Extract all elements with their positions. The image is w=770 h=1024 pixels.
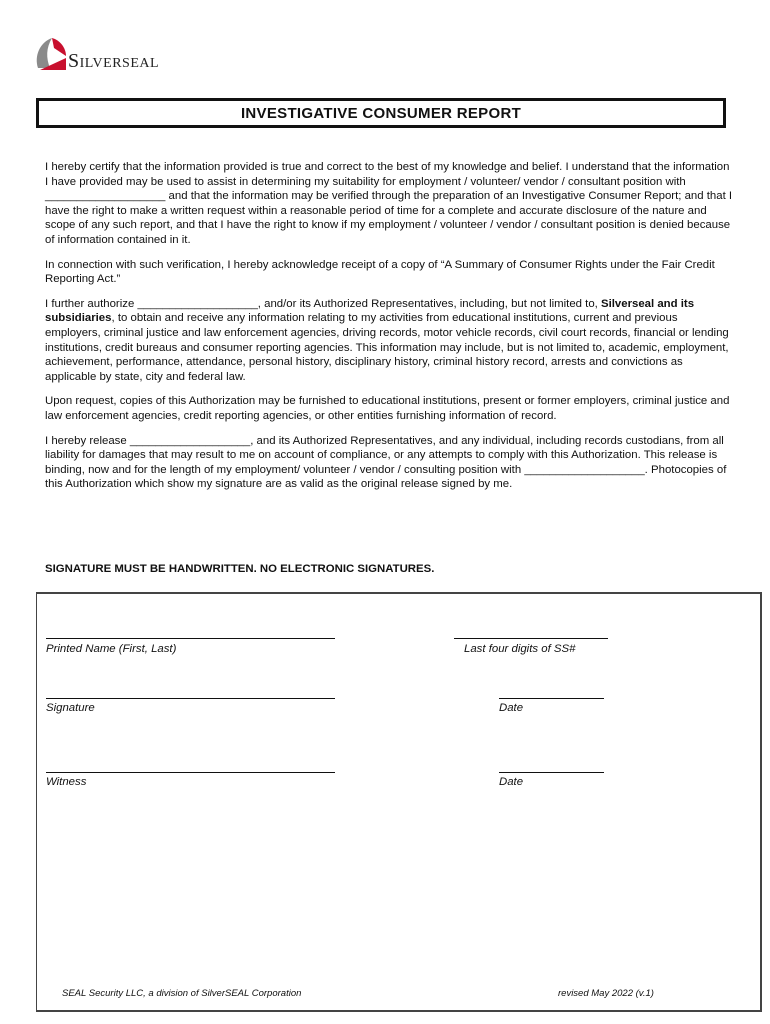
logo-wordmark: SILVERSEAL: [68, 50, 160, 72]
date-line-2[interactable]: [499, 772, 604, 773]
subsidiaries-bold: Silverseal and its subsidiaries: [45, 297, 695, 325]
date-line-1[interactable]: [499, 698, 604, 699]
authorization-paragraph: I further authorize ___________________, and/or its Authorized Representatives, including, but not limited to, Silverseal and its subsidiaries, to obtain and receive any information relating to my activities from educational institutions, current and previous employers, criminal justice and law enforcement agencies, driving records, motor vehicle records, civil court records, financial or lending institutions, credit bureaus and consumer reporting agencies. This information may include, but is not limited to, academic, employment, achievement, performance, attendance, personal history, disciplinary history, criminal history record, arrests and convictions as applicable by state, city and federal law.: [45, 297, 729, 383]
footer-company: SEAL Security LLC, a division of SilverSEAL Corporation: [62, 988, 302, 999]
certification-paragraph: I hereby certify that the information provided is true and correct to the best of my knowledge and belief. I understand that the information I have provided may be used to assist in determining my suitability for employment / volunteer/ vendor / consultant position with ___________________ and that the information may be verified through the preparation of an Investigative Consumer Report; and that I have the right to make a written request within a reasonable period of time for a complete and accurate disclosure of the nature and scope of any such report, and that I have the right to know if my employment / volunteer / vendor / consultant position is denied because of information contained in it.: [45, 161, 733, 246]
date-label-2: Date: [499, 776, 524, 788]
release-paragraph: I hereby release ___________________, and its Authorized Representatives, and any individual, including records custodians, from all liability for damages that may result to me on account of compliance, or any attempts to comply with this Authorization. This release is binding, now and for the length of my employment/ volunteer / vendor / consulting position with ___________________. Photocopies of this Authorization which show my signature are as valid as the original release signed by me.: [45, 434, 727, 491]
witness-line[interactable]: [46, 772, 335, 773]
acknowledgement-paragraph: In connection with such verification, I hereby acknowledge receipt of a copy of “A Summary of Consumer Rights under the Fair Credit Reporting Act.”: [45, 258, 715, 286]
printed-name-label: Printed Name (First, Last): [46, 643, 177, 655]
footer-revision: revised May 2022 (v.1): [558, 988, 654, 999]
signature-line[interactable]: [46, 698, 335, 699]
signature-label: Signature: [46, 702, 95, 714]
witness-label: Witness: [46, 776, 87, 788]
ssn-label: Last four digits of SS#: [464, 643, 576, 655]
ssn-line[interactable]: [454, 638, 608, 639]
request-copies-paragraph: Upon request, copies of this Authorization may be furnished to educational institutions, present or former employers, criminal justice and law enforcement agencies, credit reporting agencies, or other entities furnishing information of record.: [45, 395, 730, 422]
signature-notice: SIGNATURE MUST BE HANDWRITTEN. NO ELECTRONIC SIGNATURES.: [45, 563, 435, 575]
date-label-1: Date: [499, 702, 524, 714]
page-title: INVESTIGATIVE CONSUMER REPORT: [36, 98, 726, 128]
signature-box: [36, 592, 762, 1012]
printed-name-line[interactable]: [46, 638, 335, 639]
authorization-body: [45, 160, 735, 502]
